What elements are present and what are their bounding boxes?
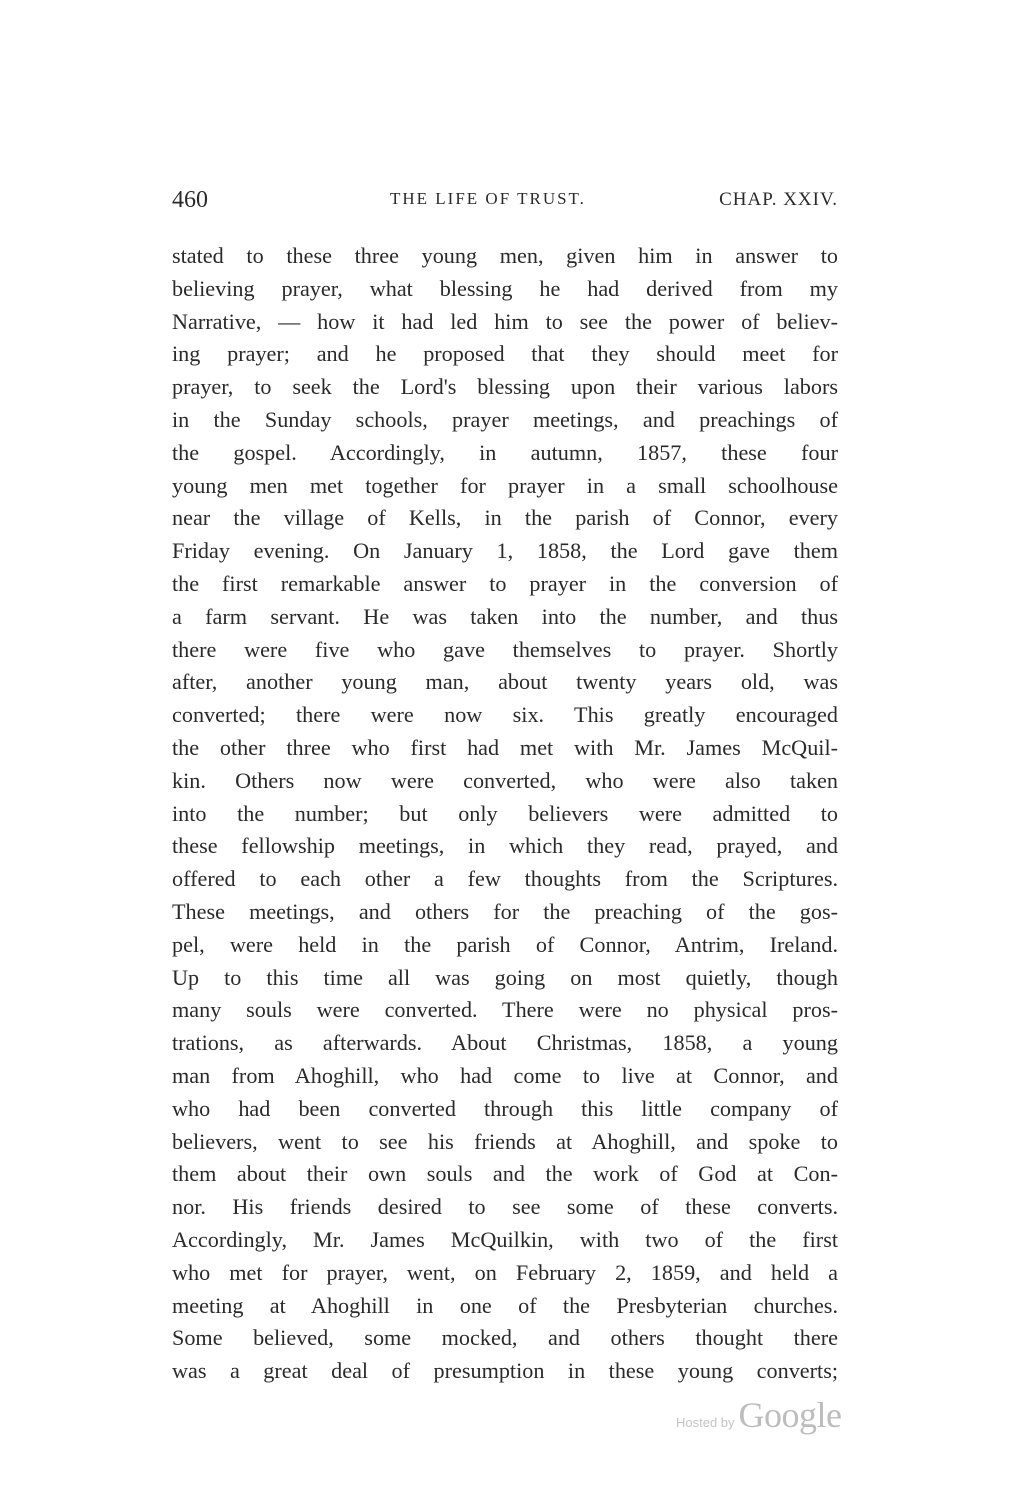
text-line: the other three who first had met with Mr. James McQuil- (172, 734, 838, 760)
text-line: prayer, to seek the Lord's blessing upon their various labors (172, 374, 838, 400)
text-line: Accordingly, Mr. James McQuilkin, with two of the first (172, 1226, 838, 1252)
text-line: believing prayer, what blessing he had derived from my (172, 275, 838, 301)
text-line: converted; there were now six. This greatly encouraged (172, 702, 838, 728)
text-line: was a great deal of presumption in these young converts; (172, 1358, 838, 1384)
text-line: Friday evening. On January 1, 1858, the Lord gave them (172, 538, 838, 564)
hosted-by-google-watermark (676, 1394, 842, 1434)
text-line: near the village of Kells, in the parish of Connor, every (172, 505, 838, 531)
text-line: in the Sunday schools, prayer meetings, and preachings of (172, 406, 838, 432)
text-line: meeting at Ahoghill in one of the Presbyterian churches. (172, 1292, 838, 1318)
text-line: stated to these three young men, given him in answer to (172, 243, 838, 268)
text-line: many souls were converted. There were no physical pros- (172, 997, 838, 1023)
running-head (172, 187, 838, 217)
text-line: Some believed, some mocked, and others thought there (172, 1325, 838, 1351)
text-line: into the number; but only believers were admitted to (172, 800, 838, 826)
text-line: there were five who gave themselves to prayer. Shortly (172, 636, 838, 662)
text-line: who had been converted through this little company of (172, 1095, 838, 1121)
hosted-by-label: Hosted by (676, 1415, 735, 1430)
body-text (172, 240, 838, 1388)
text-line: Narrative, — how it had led him to see the power of believ- (172, 308, 838, 334)
chapter-label: CHAP. XXIV. (719, 189, 838, 210)
text-line: These meetings, and others for the preaching of the gos- (172, 898, 838, 924)
text-line: nor. His friends desired to see some of these converts. (172, 1194, 838, 1220)
text-line: pel, were held in the parish of Connor, Antrim, Ireland. (172, 931, 838, 957)
text-line: young men met together for prayer in a small schoolhouse (172, 472, 838, 498)
page-number: 460 (172, 187, 208, 213)
text-line: man from Ahoghill, who had come to live at Connor, and (172, 1062, 838, 1088)
text-line: these fellowship meetings, in which they read, prayed, and (172, 833, 838, 859)
text-line: believers, went to see his friends at Ahoghill, and spoke to (172, 1128, 838, 1154)
text-line: ing prayer; and he proposed that they should meet for (172, 341, 838, 367)
text-line: the first remarkable answer to prayer in the conversion of (172, 570, 838, 596)
text-line: kin. Others now were converted, who were also taken (172, 767, 838, 793)
text-line: the gospel. Accordingly, in autumn, 1857, these four (172, 439, 838, 465)
text-line: who met for prayer, went, on February 2, 1859, and held a (172, 1259, 838, 1285)
text-line: Up to this time all was going on most quietly, though (172, 964, 838, 990)
text-line: offered to each other a few thoughts from the Scriptures. (172, 866, 838, 892)
text-line: after, another young man, about twenty years old, was (172, 669, 838, 695)
text-line: trations, as afterwards. About Christmas, 1858, a young (172, 1030, 838, 1056)
text-line: a farm servant. He was taken into the number, and thus (172, 603, 838, 629)
google-logo: Google (738, 1395, 842, 1435)
running-title: THE LIFE OF TRUST. (390, 189, 586, 208)
text-line: them about their own souls and the work of God at Con- (172, 1161, 838, 1187)
